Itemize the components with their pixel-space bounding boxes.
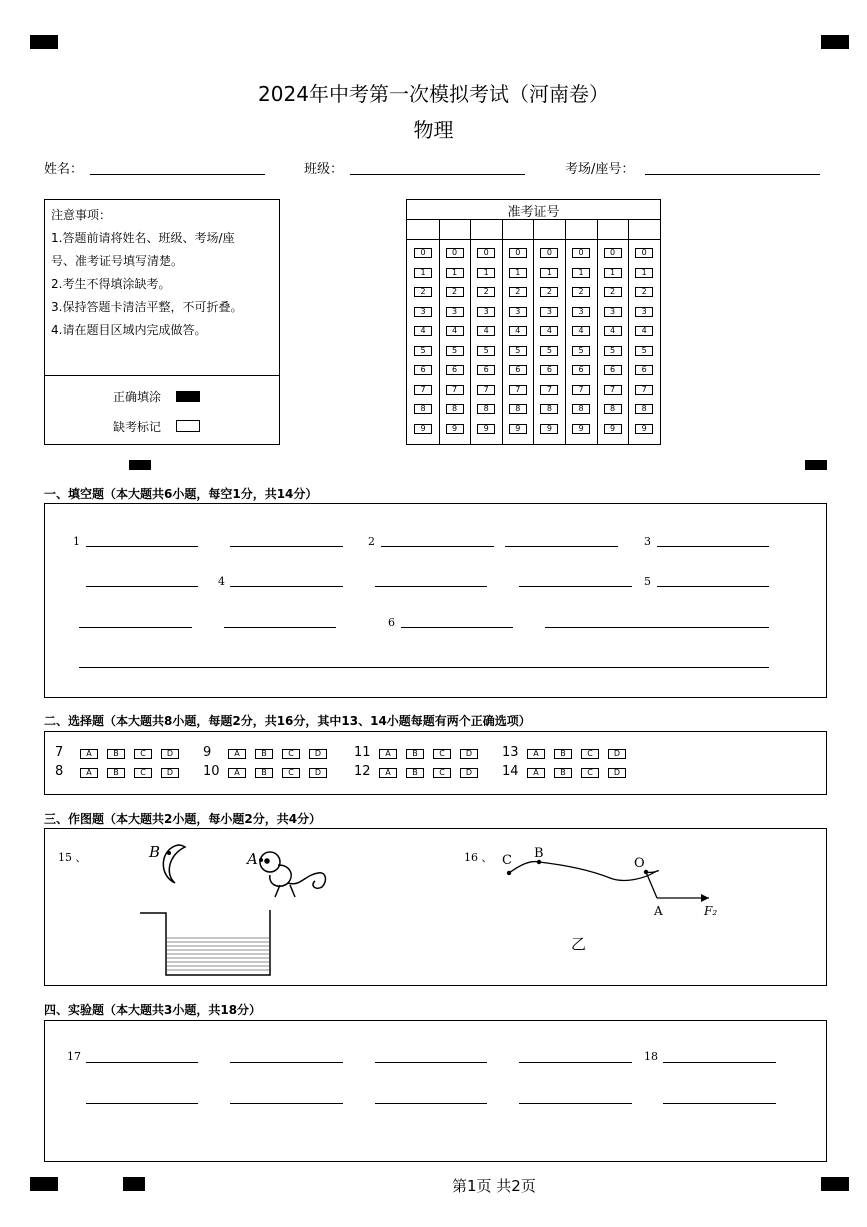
admission-digit-bubble[interactable]: 3 xyxy=(572,307,590,317)
corner-marker-mid-right xyxy=(805,460,827,470)
answer-line[interactable] xyxy=(230,546,343,547)
answer-line[interactable] xyxy=(79,627,192,628)
q7-number: 7 xyxy=(55,745,64,760)
admission-digit-bubble[interactable]: 2 xyxy=(540,287,558,297)
fig16-label-b: B xyxy=(534,846,544,861)
answer-line[interactable] xyxy=(86,546,198,547)
section-2-box xyxy=(44,731,827,795)
admission-digit-bubble[interactable]: 6 xyxy=(477,365,495,375)
admission-digit-bubble[interactable]: 5 xyxy=(477,346,495,356)
admission-digit-bubble[interactable]: 7 xyxy=(572,385,590,395)
notes-item: 号、准考证号填写清楚。 xyxy=(51,254,184,268)
admission-digit-bubble[interactable]: 8 xyxy=(446,404,464,414)
answer-line[interactable] xyxy=(519,586,632,587)
admission-digit-bubble[interactable]: 7 xyxy=(446,385,464,395)
q8-number: 8 xyxy=(55,764,64,779)
admission-digit-bubble[interactable]: 1 xyxy=(604,268,622,278)
q14-option-a[interactable]: A xyxy=(527,768,545,778)
fig16-label-yi: 乙 xyxy=(571,935,587,953)
answer-line[interactable] xyxy=(505,546,618,547)
admission-number-grid xyxy=(406,199,661,445)
admission-column-divider xyxy=(439,219,440,444)
admission-digit-bubble[interactable]: 5 xyxy=(572,346,590,356)
admission-digit-bubble[interactable]: 8 xyxy=(635,404,653,414)
answer-line[interactable] xyxy=(375,586,487,587)
absent-mark-checkbox[interactable] xyxy=(176,420,200,432)
correct-fill-label: 正确填涂 xyxy=(113,390,162,404)
admission-digit-bubble[interactable]: 8 xyxy=(414,404,432,414)
corner-marker-top-right xyxy=(821,35,849,49)
fig16-label-o: O xyxy=(634,856,645,871)
admission-digit-bubble[interactable]: 1 xyxy=(635,268,653,278)
answer-line[interactable] xyxy=(381,546,494,547)
admission-digit-bubble[interactable]: 6 xyxy=(572,365,590,375)
admission-digit-bubble[interactable]: 9 xyxy=(572,424,590,434)
admission-digit-bubble[interactable]: 3 xyxy=(635,307,653,317)
admission-column-divider xyxy=(502,219,503,444)
admission-digit-bubble[interactable]: 8 xyxy=(604,404,622,414)
admission-digit-bubble[interactable]: 3 xyxy=(604,307,622,317)
answer-line[interactable] xyxy=(401,627,513,628)
admission-digit-bubble[interactable]: 7 xyxy=(477,385,495,395)
admission-digit-bubble[interactable]: 1 xyxy=(477,268,495,278)
admission-digit-bubble[interactable]: 5 xyxy=(446,346,464,356)
section-1-box xyxy=(44,503,827,698)
admission-digit-bubble[interactable]: 5 xyxy=(540,346,558,356)
q9-number: 9 xyxy=(203,745,212,760)
q8-option-c[interactable]: C xyxy=(134,768,152,778)
admission-digit-bubble[interactable]: 1 xyxy=(509,268,527,278)
q8-option-b[interactable]: B xyxy=(107,768,125,778)
q14-option-c[interactable]: C xyxy=(581,768,599,778)
admission-digit-bubble[interactable]: 4 xyxy=(414,326,432,336)
force-arrow-head xyxy=(701,894,709,902)
q10-option-a[interactable]: A xyxy=(228,768,246,778)
admission-digit-bubble[interactable]: 2 xyxy=(604,287,622,297)
admission-column-divider xyxy=(470,219,471,444)
admission-digit-bubble[interactable]: 7 xyxy=(509,385,527,395)
admission-digit-bubble[interactable]: 2 xyxy=(509,287,527,297)
admission-digit-bubble[interactable]: 2 xyxy=(446,287,464,297)
admission-column-divider xyxy=(533,219,534,444)
q4-number: 4 xyxy=(218,575,225,588)
q12-number: 12 xyxy=(354,764,371,779)
q9-option-c[interactable]: C xyxy=(282,749,300,759)
fig16-label-f2: F₂ xyxy=(704,904,718,918)
answer-line[interactable] xyxy=(657,586,769,587)
room-label: 考场/座号： xyxy=(565,162,635,177)
admission-digit-bubble[interactable]: 9 xyxy=(604,424,622,434)
moon-icon xyxy=(163,845,185,883)
admission-column-divider xyxy=(565,219,566,444)
corner-marker-top-left xyxy=(30,35,58,49)
admission-digit-bubble[interactable]: 4 xyxy=(635,326,653,336)
admission-digit-bubble[interactable]: 5 xyxy=(604,346,622,356)
admission-digit-bubble[interactable]: 7 xyxy=(540,385,558,395)
admission-digit-bubble[interactable]: 3 xyxy=(446,307,464,317)
q15-number: 15 、 xyxy=(58,851,87,864)
admission-title: 准考证号 xyxy=(507,205,560,220)
absent-mark-label: 缺考标记 xyxy=(113,420,162,434)
q7-option-c[interactable]: C xyxy=(134,749,152,759)
admission-digit-bubble[interactable]: 1 xyxy=(446,268,464,278)
page-footer: 第1页 共2页 xyxy=(452,1177,536,1195)
q13-option-d[interactable]: D xyxy=(608,749,626,759)
water-surface xyxy=(167,937,269,974)
answer-line[interactable] xyxy=(663,1062,776,1063)
admission-digit-bubble[interactable]: 0 xyxy=(477,248,495,258)
q13-option-b[interactable]: B xyxy=(554,749,572,759)
admission-digit-bubble[interactable]: 6 xyxy=(540,365,558,375)
answer-line[interactable] xyxy=(79,667,769,668)
q14-option-d[interactable]: D xyxy=(608,768,626,778)
q10-option-c[interactable]: C xyxy=(282,768,300,778)
q13-option-a[interactable]: A xyxy=(527,749,545,759)
admission-digit-bubble[interactable]: 6 xyxy=(604,365,622,375)
q16-number: 16 、 xyxy=(464,851,493,864)
admission-digit-bubble[interactable]: 2 xyxy=(572,287,590,297)
answer-line[interactable] xyxy=(545,627,769,628)
point-c-dot xyxy=(507,871,511,875)
admission-digit-bubble[interactable]: 9 xyxy=(509,424,527,434)
room-field[interactable] xyxy=(645,174,820,175)
q3-number: 3 xyxy=(644,535,651,548)
q17-number: 17 xyxy=(67,1050,81,1063)
corner-marker-bottom-right xyxy=(821,1177,849,1191)
section-4-box xyxy=(44,1020,827,1162)
point-b-dot xyxy=(167,851,171,855)
admission-digit-bubble[interactable]: 2 xyxy=(414,287,432,297)
admission-digit-bubble[interactable]: 9 xyxy=(414,424,432,434)
figure-15[interactable] xyxy=(130,835,340,980)
admission-digit-bubble[interactable]: 0 xyxy=(509,248,527,258)
admission-digit-bubble[interactable]: 6 xyxy=(414,365,432,375)
admission-digit-bubble[interactable]: 5 xyxy=(509,346,527,356)
answer-line[interactable] xyxy=(375,1062,487,1063)
q9-option-d[interactable]: D xyxy=(309,749,327,759)
admission-digit-bubble[interactable]: 1 xyxy=(414,268,432,278)
q11-number: 11 xyxy=(354,745,371,760)
q13-option-c[interactable]: C xyxy=(581,749,599,759)
q7-option-d[interactable]: D xyxy=(161,749,179,759)
notes-content xyxy=(45,200,279,346)
correct-fill-sample xyxy=(176,391,200,402)
q10-number: 10 xyxy=(203,764,220,779)
section-1-title: 一、填空题（本大题共6小题，每空1分，共14分） xyxy=(44,487,318,501)
corner-marker-bottom-left xyxy=(30,1177,58,1191)
q18-number: 18 xyxy=(644,1050,658,1063)
notes-item: 4.请在题目区域内完成做答。 xyxy=(51,323,207,337)
q11-option-a[interactable]: A xyxy=(379,749,397,759)
q14-option-b[interactable]: B xyxy=(554,768,572,778)
page-title: 2024年中考第一次模拟考试（河南卷） xyxy=(258,82,609,106)
name-label: 姓名： xyxy=(44,162,84,177)
q10-option-b[interactable]: B xyxy=(255,768,273,778)
answer-line[interactable] xyxy=(663,1103,776,1104)
admission-digit-bubble[interactable]: 0 xyxy=(604,248,622,258)
monkey-icon xyxy=(260,852,325,897)
answer-line[interactable] xyxy=(230,1062,343,1063)
q8-option-d[interactable]: D xyxy=(161,768,179,778)
q12-option-a[interactable]: A xyxy=(379,768,397,778)
admission-digit-bubble[interactable]: 4 xyxy=(477,326,495,336)
q12-option-d[interactable]: D xyxy=(460,768,478,778)
fig16-label-c: C xyxy=(502,853,512,868)
admission-digit-bubble[interactable]: 0 xyxy=(446,248,464,258)
answer-line[interactable] xyxy=(86,1062,198,1063)
q11-option-d[interactable]: D xyxy=(460,749,478,759)
admission-digit-bubble[interactable]: 4 xyxy=(540,326,558,336)
q12-option-c[interactable]: C xyxy=(433,768,451,778)
notes-item: 2.考生不得填涂缺考。 xyxy=(51,277,171,291)
subject-title: 物理 xyxy=(413,118,454,142)
q9-option-a[interactable]: A xyxy=(228,749,246,759)
corner-marker-bottom-left-2 xyxy=(123,1177,145,1191)
q13-number: 13 xyxy=(502,745,519,760)
admission-digit-bubble[interactable]: 8 xyxy=(477,404,495,414)
q14-number: 14 xyxy=(502,764,519,779)
admission-digit-bubble[interactable]: 3 xyxy=(509,307,527,317)
admission-digit-bubble[interactable]: 3 xyxy=(414,307,432,317)
q6-number: 6 xyxy=(388,616,395,629)
admission-digit-bubble[interactable]: 3 xyxy=(477,307,495,317)
answer-line[interactable] xyxy=(230,1103,343,1104)
answer-line[interactable] xyxy=(375,1103,487,1104)
q11-option-b[interactable]: B xyxy=(406,749,424,759)
admission-digit-bubble[interactable]: 8 xyxy=(540,404,558,414)
admission-digit-bubble[interactable]: 9 xyxy=(477,424,495,434)
admission-digit-bubble[interactable]: 0 xyxy=(572,248,590,258)
admission-digit-bubble[interactable]: 3 xyxy=(540,307,558,317)
admission-digit-bubble[interactable]: 8 xyxy=(572,404,590,414)
answer-line[interactable] xyxy=(657,546,769,547)
admission-digit-bubble[interactable]: 2 xyxy=(477,287,495,297)
figure-16[interactable] xyxy=(495,840,735,930)
class-field[interactable] xyxy=(350,174,525,175)
corner-marker-mid-left xyxy=(129,460,151,470)
answer-line[interactable] xyxy=(519,1062,632,1063)
lever-segment-oa xyxy=(646,872,657,898)
admission-digit-bubble[interactable]: 2 xyxy=(635,287,653,297)
admission-digit-bubble[interactable]: 1 xyxy=(540,268,558,278)
admission-digit-bubble[interactable]: 7 xyxy=(414,385,432,395)
notes-item: 1.答题前请将姓名、班级、考场/座 xyxy=(51,231,235,245)
admission-digit-bubble[interactable]: 9 xyxy=(635,424,653,434)
answer-line[interactable] xyxy=(86,586,198,587)
name-field[interactable] xyxy=(90,174,265,175)
admission-digit-bubble[interactable]: 7 xyxy=(604,385,622,395)
fig16-label-a: A xyxy=(654,904,663,918)
point-a-dot xyxy=(259,858,263,862)
q8-option-a[interactable]: A xyxy=(80,768,98,778)
answer-line[interactable] xyxy=(86,1103,198,1104)
admission-digit-bubble[interactable]: 7 xyxy=(635,385,653,395)
admission-digit-bubble[interactable]: 9 xyxy=(540,424,558,434)
admission-digit-bubble[interactable]: 6 xyxy=(509,365,527,375)
q2-number: 2 xyxy=(368,535,375,548)
q11-option-c[interactable]: C xyxy=(433,749,451,759)
answer-line[interactable] xyxy=(230,586,343,587)
admission-column-divider xyxy=(628,219,629,444)
notes-heading: 注意事项： xyxy=(51,208,112,222)
admission-digit-bubble[interactable]: 6 xyxy=(446,365,464,375)
answer-line[interactable] xyxy=(224,627,336,628)
admission-digit-bubble[interactable]: 0 xyxy=(635,248,653,258)
admission-digit-bubble[interactable]: 4 xyxy=(572,326,590,336)
admission-digit-bubble[interactable]: 5 xyxy=(635,346,653,356)
q10-option-d[interactable]: D xyxy=(309,768,327,778)
q5-number: 5 xyxy=(644,575,651,588)
q7-option-b[interactable]: B xyxy=(107,749,125,759)
answer-line[interactable] xyxy=(519,1103,632,1104)
section-4-title: 四、实验题（本大题共3小题，共18分） xyxy=(44,1003,262,1017)
section-3-title: 三、作图题（本大题共2小题，每小题2分，共4分） xyxy=(44,812,322,826)
class-label: 班级： xyxy=(304,162,344,177)
admission-digit-bubble[interactable]: 9 xyxy=(446,424,464,434)
q12-option-b[interactable]: B xyxy=(406,768,424,778)
fig15-label-b: B xyxy=(149,843,161,861)
admission-digit-bubble[interactable]: 0 xyxy=(540,248,558,258)
admission-digit-bubble[interactable]: 4 xyxy=(446,326,464,336)
notes-item: 3.保持答题卡清洁平整，不可折叠。 xyxy=(51,300,243,314)
admission-digit-bubble[interactable]: 1 xyxy=(572,268,590,278)
section-2-title: 二、选择题（本大题共8小题，每题2分，共16分，其中13、14小题每题有两个正确选项） xyxy=(44,714,531,728)
admission-digit-bubble[interactable]: 0 xyxy=(414,248,432,258)
admission-digit-bubble[interactable]: 4 xyxy=(604,326,622,336)
admission-column-divider xyxy=(597,219,598,444)
admission-digit-bubble[interactable]: 4 xyxy=(509,326,527,336)
notes-divider xyxy=(45,375,279,376)
q7-option-a[interactable]: A xyxy=(80,749,98,759)
fig15-label-a: A xyxy=(247,850,258,868)
admission-digit-bubble[interactable]: 8 xyxy=(509,404,527,414)
q9-option-b[interactable]: B xyxy=(255,749,273,759)
notes-box xyxy=(44,199,280,445)
admission-digit-bubble[interactable]: 5 xyxy=(414,346,432,356)
admission-digit-bubble[interactable]: 6 xyxy=(635,365,653,375)
q1-number: 1 xyxy=(73,535,80,548)
